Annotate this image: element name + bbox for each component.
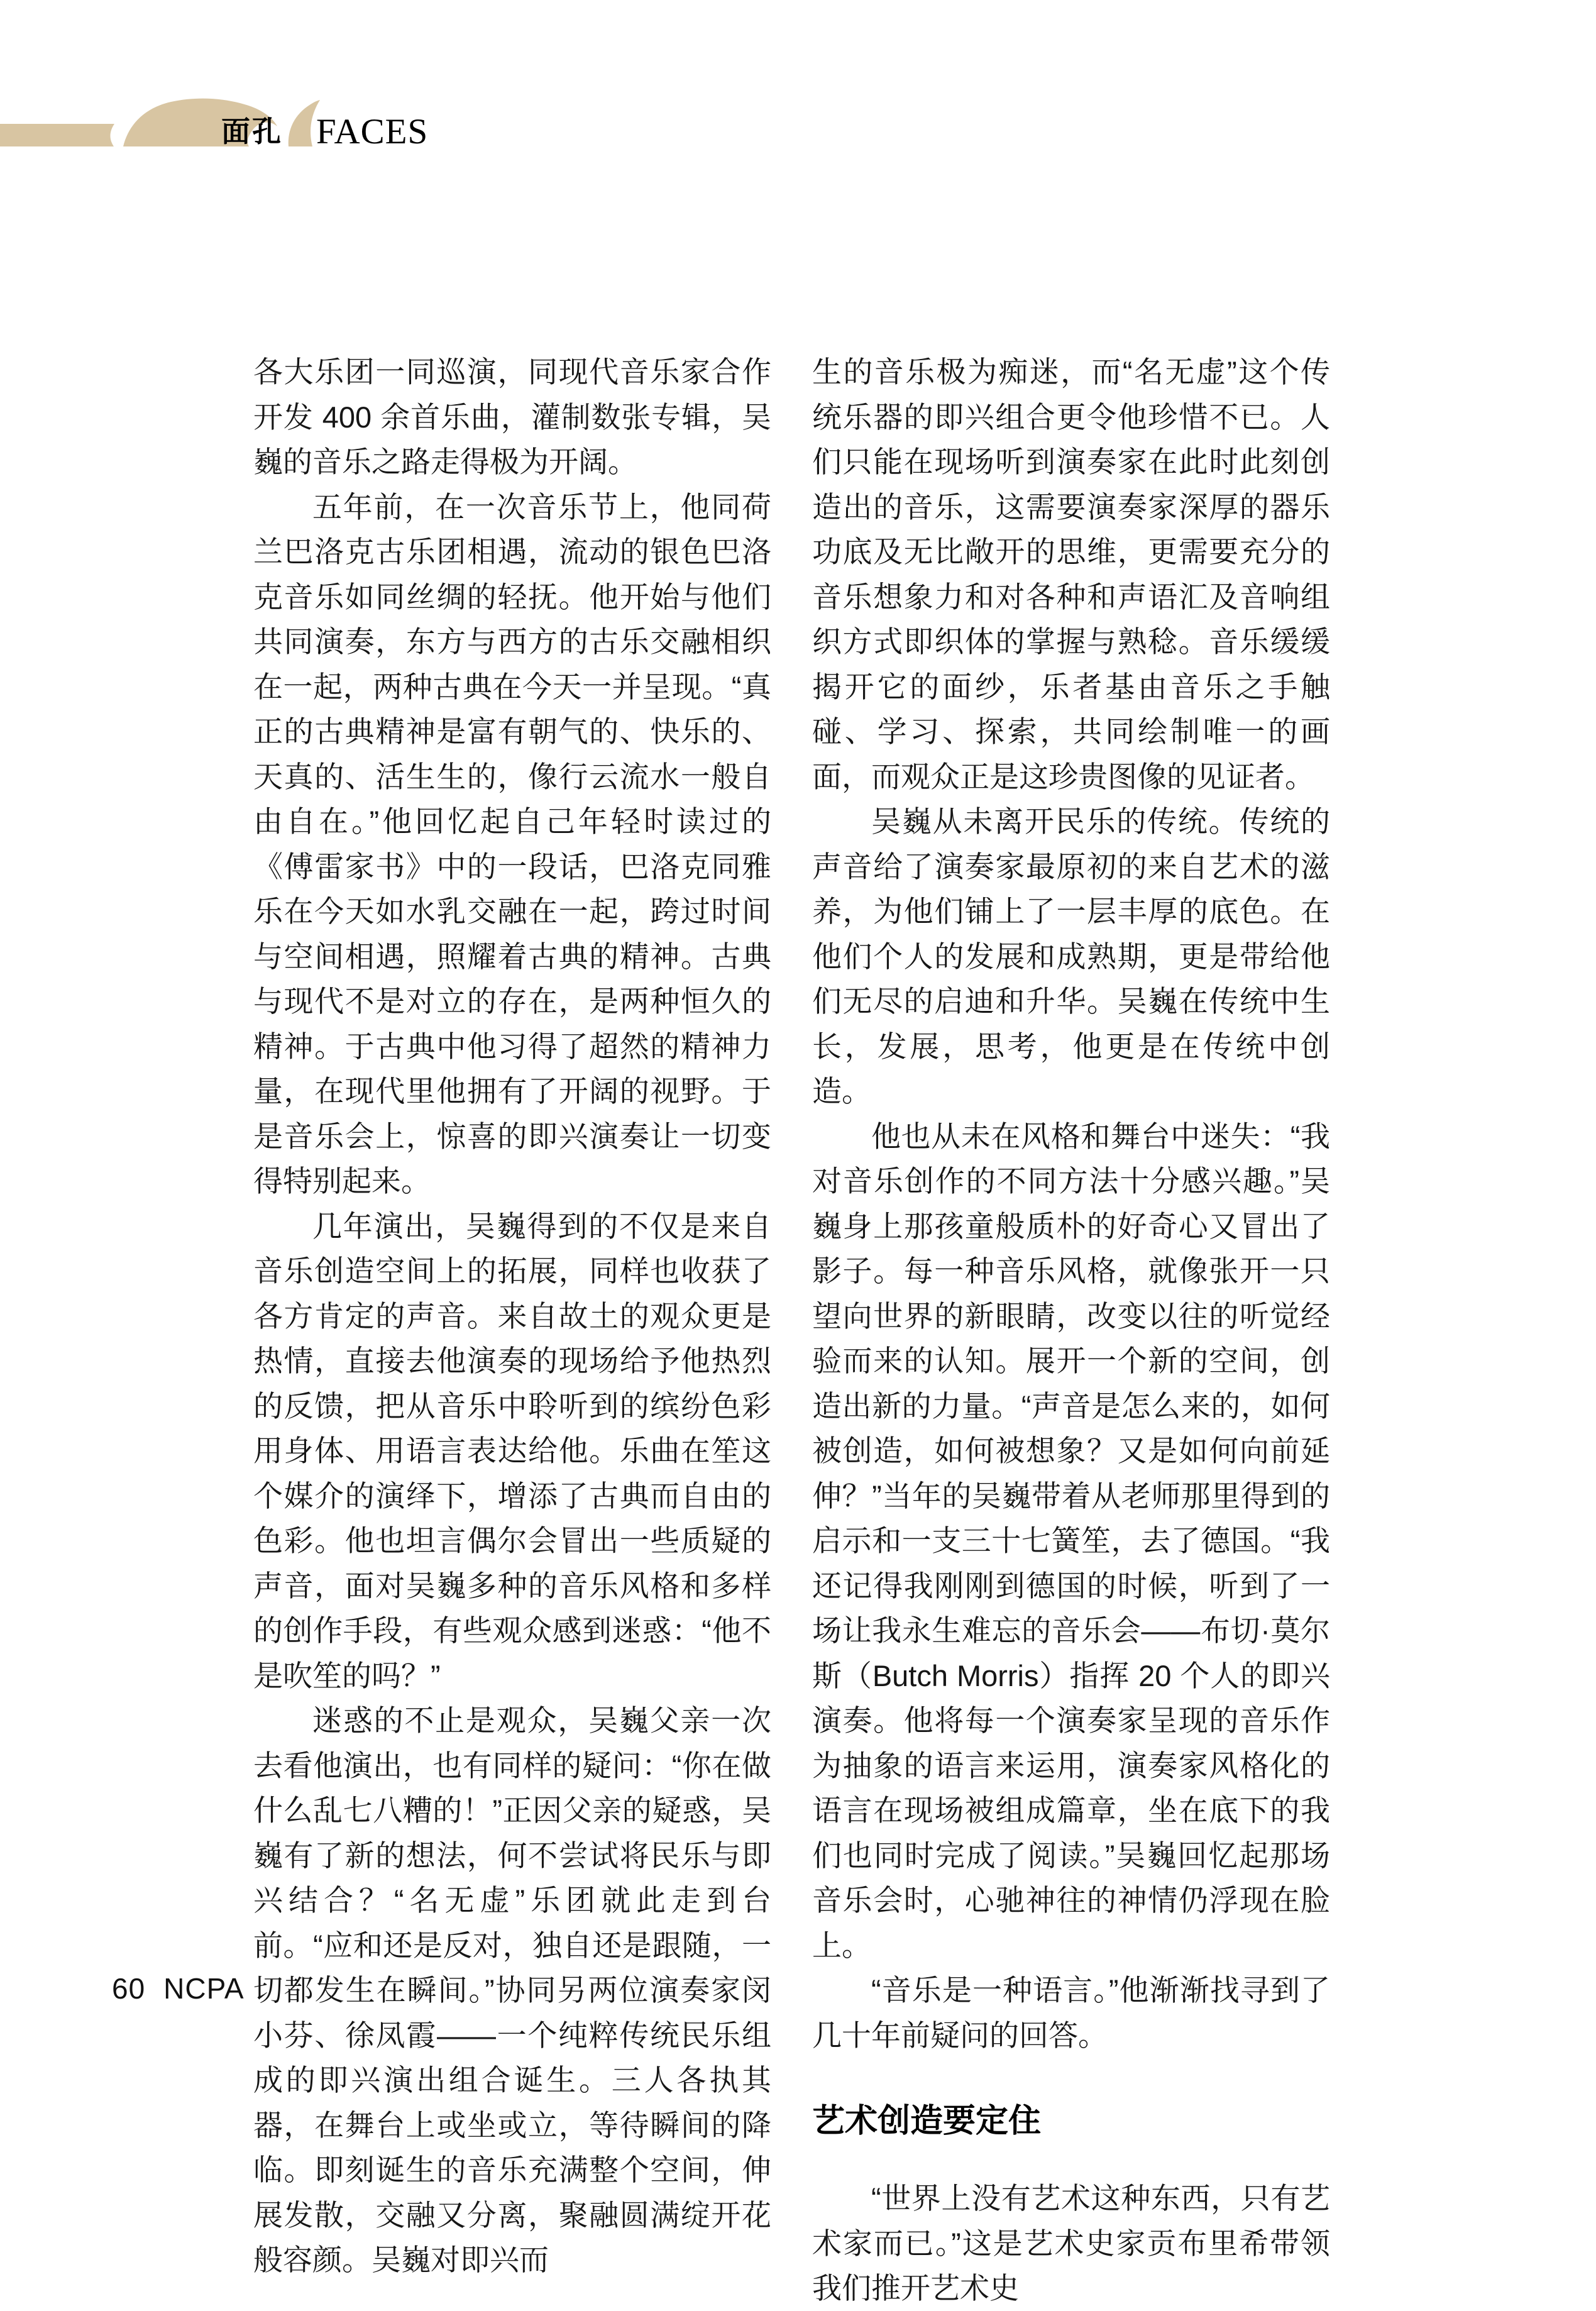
paragraph: 吴巍从未离开民乐的传统。传统的声音给了演奏家最原初的来自艺术的滋养，为他们铺上了一层丰厚的底色。在他们个人的发展和成熟期，更是带给他们无尽的启迪和升华。吴巍在传统中生长，发展，思考，他更是在传统中创造。 <box>812 805 1330 1108</box>
paragraph: 各大乐团一同巡演，同现代音乐家合作开发 400 余首乐曲，灌制数张专辑，吴巍的音乐之路走得极为开阔。 <box>253 355 771 478</box>
paragraph: 几年演出，吴巍得到的不仅是来自音乐创造空间上的拓展，同样也收获了各方肯定的声音。来自故土的观众更是热情，直接去他演奏的现场给予他热烈的反馈，把从音乐中聆听到的缤纷色彩用身体、用语言表达给他。乐曲在笙这个媒介的演绎下，增添了古典而自由的色彩。他也坦言偶尔会冒出一些质疑的声音，面对吴巍多种的音乐风格和多样的创作手段，有些观众感到迷惑：“他不是吹笙的吗？” <box>253 1209 771 1692</box>
paragraph: “世界上没有艺术这种东西，只有艺术家而已。”这是艺术史家贡布里希带领我们推开艺术史 <box>812 2181 1330 2305</box>
page-footer <box>112 1972 245 2005</box>
page-number: 60 <box>112 1972 146 2005</box>
banner-crescent-shape <box>289 100 320 146</box>
section-title-zh: 面孔 <box>221 115 283 148</box>
section-subheading: 艺术创造要定住 <box>812 2103 1042 2139</box>
paragraph: 迷惑的不止是观众，吴巍父亲一次去看他演出，也有同样的疑问：“你在做什么乱七八糟的！”正因父亲的疑惑，吴巍有了新的想法，何不尝试将民乐与即兴结合？“名无虚”乐团就此走到台前。“应和还是反对，独自还是跟随，一切都发生在瞬间。”协同另两位演奏家闵小芬、徐凤霞——一个纯粹传统民乐组成的即兴演出组合诞生。三人各执其器，在舞台上或坐或立，等待瞬间的降临。即刻诞生的音乐充满整个空间，伸展发散，交融又分离，聚融圆满绽开花般容颜。吴巍对即兴而 <box>253 1704 771 2276</box>
section-title-en: FACES <box>316 112 429 152</box>
banner-bar-shape <box>0 124 114 146</box>
paragraph: “音乐是一种语言。”他渐渐找寻到了几十年前疑问的回答。 <box>812 1973 1330 2052</box>
paragraph: 五年前，在一次音乐节上，他同荷兰巴洛克古乐团相遇，流动的银色巴洛克音乐如同丝绸的轻抚。他开始与他们共同演奏，东方与西方的古乐交融相织在一起，两种古典在今天一并呈现。“真正的古典精神是富有朝气的、快乐的、天真的、活生生的，像行云流水一般自由自在。”他回忆起自己年轻时读过的《傅雷家书》中的一段话，巴洛克同雅乐在今天如水乳交融在一起，跨过时间与空间相遇，照耀着古典的精神。古典与现代不是对立的存在，是两种恒久的精神。于古典中他习得了超然的精神力量，在现代里他拥有了开阔的视野。于是音乐会上，惊喜的即兴演奏让一切变得特别起来。 <box>253 490 771 1198</box>
magazine-code: NCPA <box>163 1972 245 2005</box>
paragraph: 他也从未在风格和舞台中迷失：“我对音乐创作的不同方法十分感兴趣。”吴巍身上那孩童般质朴的好奇心又冒出了影子。每一种音乐风格，就像张开一只望向世界的新眼睛，改变以往的听觉经验而来的认知。展开一个新的空间，创造出新的力量。“声音是怎么来的，如何被创造，如何被想象？又是如何向前延伸？”当年的吴巍带着从老师那里得到的启示和一支三十七簧笙，去了德国。“我还记得我刚刚到德国的时候，听到了一场让我永生难忘的音乐会——布切·莫尔斯（Butch Morris）指挥 20 个人的即兴演奏。他将每一个演奏家呈现的音乐作为抽象的语言来运用，演奏家风格化的语言在现场被组成篇章，坐在底下的我们也同时完成了阅读。”吴巍回忆起那场音乐会时，心驰神往的神情仍浮现在脸上。 <box>812 1119 1330 1962</box>
right-column <box>812 350 1330 2311</box>
paragraph: 生的音乐极为痴迷，而“名无虚”这个传统乐器的即兴组合更令他珍惜不已。人们只能在现场听到演奏家在此时此刻创造出的音乐，这需要演奏家深厚的器乐功底及无比敞开的思维，更需要充分的音乐想象力和对各种和声语汇及音响组织方式即织体的掌握与熟稔。音乐缓缓揭开它的面纱，乐者基由音乐之手触碰、学习、探索，共同绘制唯一的画面，而观众正是这珍贵图像的见证者。 <box>812 355 1330 793</box>
left-column <box>253 350 771 2283</box>
